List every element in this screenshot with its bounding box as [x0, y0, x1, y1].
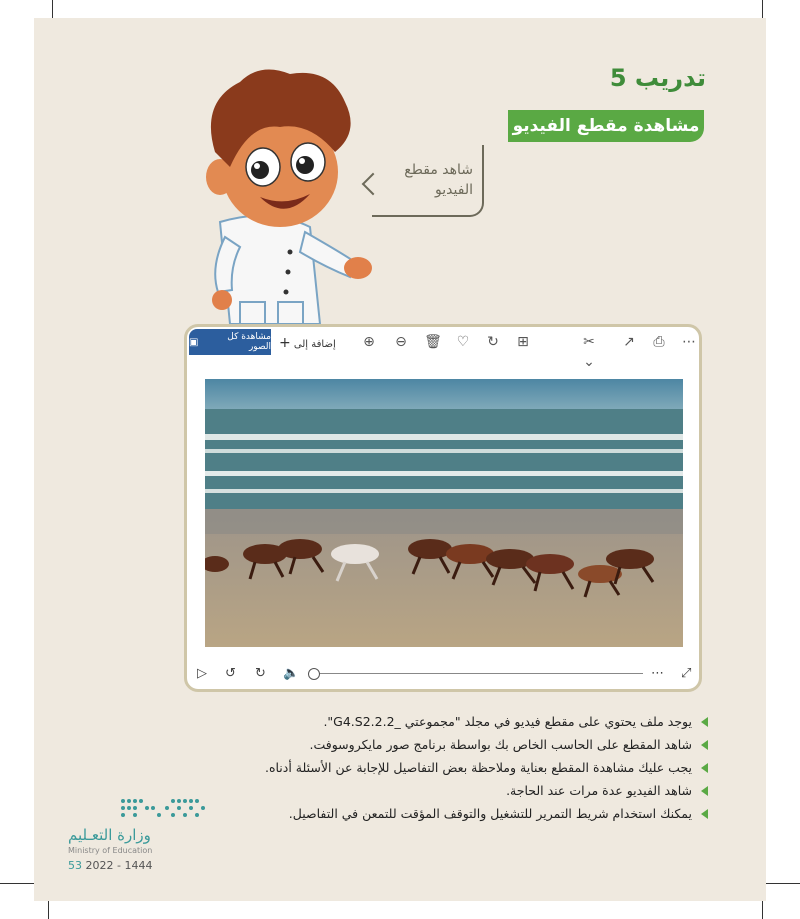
crop-icon[interactable]: ⊞	[517, 334, 529, 350]
year-text: 2022 - 1444	[85, 859, 153, 872]
ministry-logo	[68, 796, 198, 872]
list-item: شاهد المقطع على الحاسب الخاص بك بواسطة برنامج صور مايكروسوفت.	[270, 733, 710, 756]
page-title: تدريب 5	[609, 64, 706, 92]
ministry-name-ar: وزارة التعـليم	[68, 826, 151, 844]
video-frame[interactable]	[205, 379, 683, 647]
page-number: 53	[68, 859, 82, 872]
delete-icon[interactable]: 🗑	[424, 334, 442, 350]
viewer-toolbar	[187, 327, 699, 370]
list-item: شاهد الفيديو عدة مرات عند الحاجة.	[270, 779, 710, 802]
fullscreen-icon[interactable]: ⤢	[681, 666, 692, 681]
list-item: يمكنك استخدام شريط التمرير للتشغيل والتوقف المؤقت للتمعن في التفاصيل.	[270, 802, 710, 825]
add-to-label: إضافة إلى	[293, 339, 336, 350]
print-icon[interactable]: ⎙	[653, 334, 665, 350]
crop-mark	[762, 901, 763, 919]
volume-icon[interactable]: 🔈	[283, 666, 300, 681]
play-icon[interactable]: ▷	[197, 666, 207, 681]
view-all-photos-button[interactable]	[189, 329, 271, 355]
seek-bar[interactable]	[313, 673, 643, 674]
heart-icon[interactable]: ♡	[456, 334, 470, 350]
photos-app-window	[184, 324, 702, 692]
crop-mark	[48, 901, 49, 919]
edit-icon[interactable]: ✂⌄	[583, 334, 595, 370]
boy-character-illustration	[160, 62, 380, 324]
section-banner: مشاهدة مقطع الفيديو	[508, 110, 704, 142]
ministry-year	[68, 859, 198, 872]
view-all-photos-label: مشاهدة كل الصور	[227, 332, 271, 352]
video-controls	[187, 663, 699, 685]
rotate-icon[interactable]: ↻	[487, 334, 499, 350]
photos-icon: ▣	[189, 336, 199, 348]
list-item: يوجد ملف يحتوي على مقطع فيديو في مجلد "مجموعتي _G4.S2.2.2".	[270, 710, 710, 733]
more-icon[interactable]: ⋯	[682, 334, 696, 350]
crop-mark	[0, 883, 34, 884]
forward-30-icon[interactable]: ↻	[255, 666, 266, 681]
plus-icon: +	[279, 335, 291, 351]
zoom-in-icon[interactable]: ⊕	[363, 334, 375, 350]
crop-mark	[762, 0, 763, 18]
crop-mark	[766, 883, 800, 884]
seek-handle[interactable]	[308, 668, 320, 680]
crop-mark	[52, 0, 53, 18]
ministry-name-en: Ministry of Education	[68, 846, 153, 855]
instruction-list	[264, 710, 710, 825]
ministry-dots-logo	[118, 796, 208, 820]
zoom-out-icon[interactable]: ⊖	[395, 334, 407, 350]
share-icon[interactable]: ↗	[623, 334, 635, 350]
more-options-icon[interactable]: ⋯	[651, 666, 664, 681]
add-to-button[interactable]	[279, 335, 336, 351]
list-item: يجب عليك مشاهدة المقطع بعناية وملاحظة بعض التفاصيل للإجابة عن الأسئلة أدناه.	[270, 756, 710, 779]
speech-bubble-text: شاهد مقطع الفيديو	[404, 162, 473, 198]
rewind-10-icon[interactable]: ↺	[225, 666, 236, 681]
